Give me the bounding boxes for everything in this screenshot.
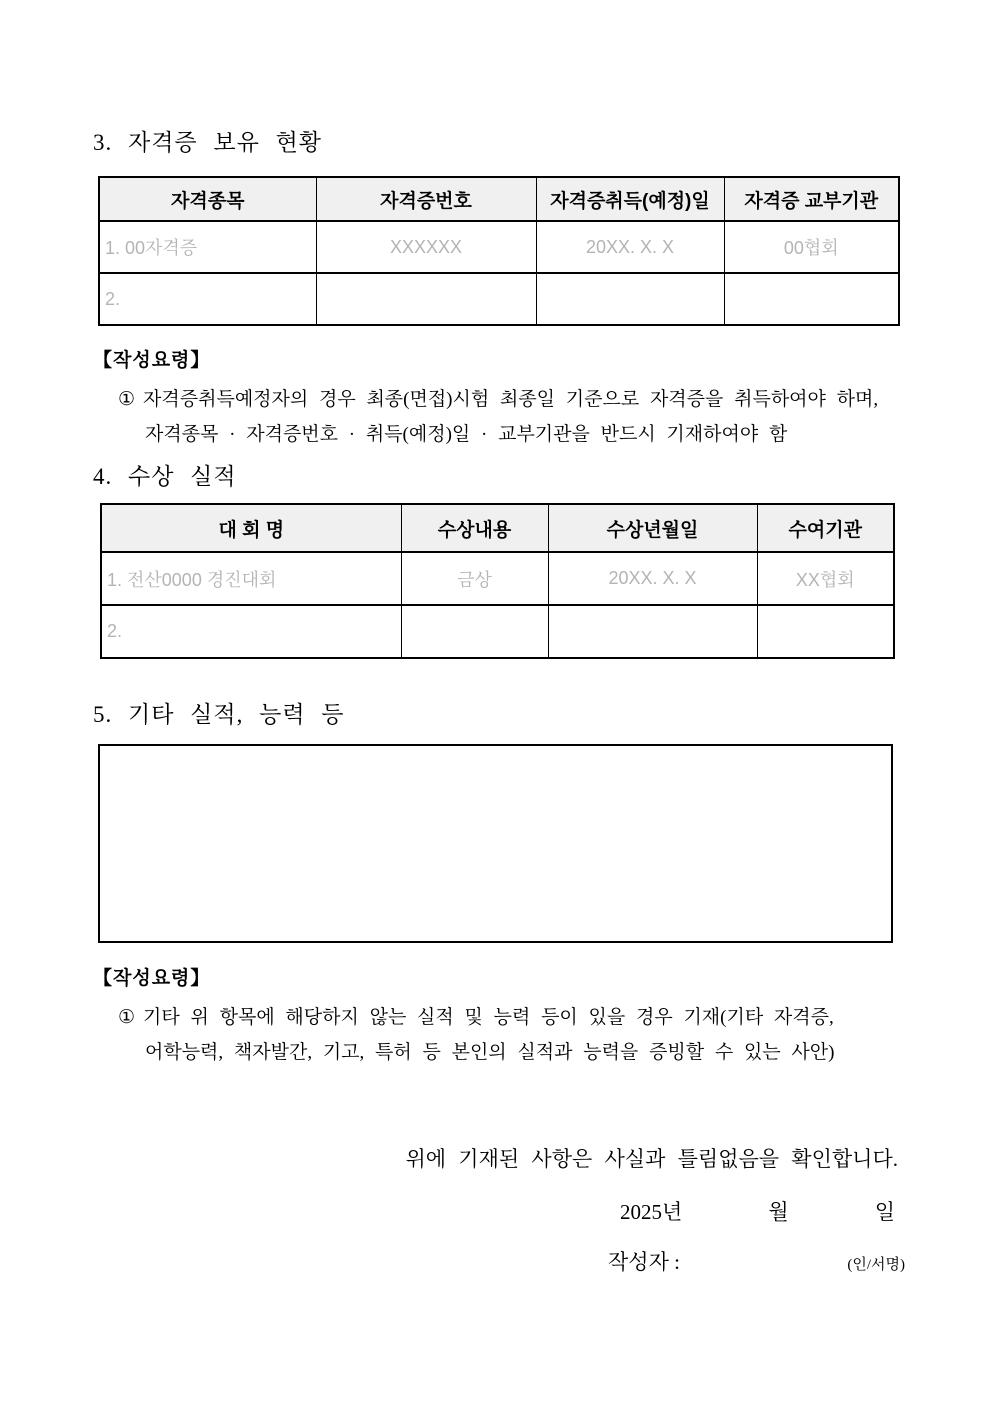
table-cell: 1. 전산0000 경진대회: [101, 552, 401, 605]
table-cell: [316, 273, 536, 325]
certificate-table-header-row: [99, 177, 899, 221]
date-day-label: 일: [874, 1200, 895, 1224]
table-cell: 20XX. X. X: [548, 552, 757, 605]
circled-number-icon: ①: [118, 1007, 136, 1028]
date-month-label: 월: [768, 1200, 789, 1224]
table-cell: 1. 00자격증: [99, 221, 316, 273]
col-header: 자격증취득(예정)일: [536, 177, 724, 221]
table-cell: 00협회: [724, 221, 899, 273]
col-header: 자격증번호: [316, 177, 536, 221]
guide-block-certificates: [93, 345, 913, 452]
table-cell: [724, 273, 899, 325]
col-header: 자격종목: [99, 177, 316, 221]
table-cell: 2.: [99, 273, 316, 325]
table-cell: 금상: [401, 552, 548, 605]
guide-text: 기타 위 항목에 해당하지 않는 실적 및 능력 등이 있을 경우 기재(기타 자격증,: [143, 1007, 834, 1028]
award-table-header-row: [101, 504, 894, 552]
table-row: [101, 552, 894, 605]
confirmation-statement: 위에 기재된 사항은 사실과 틀림없음을 확인합니다.: [405, 1147, 898, 1171]
col-header: 수여기관: [757, 504, 894, 552]
col-header: 대 회 명: [101, 504, 401, 552]
table-cell: [757, 605, 894, 658]
table-cell: [401, 605, 548, 658]
award-table: [100, 503, 895, 659]
author-line: [608, 1246, 905, 1276]
other-achievements-box: [98, 744, 893, 943]
table-cell: 2.: [101, 605, 401, 658]
seal-signature-label: (인/서명): [847, 1257, 905, 1273]
col-header: 수상년월일: [548, 504, 757, 552]
table-cell: XXXXXX: [316, 221, 536, 273]
guide-block-other: [93, 963, 913, 1070]
guide-heading: 【작성요령】: [93, 350, 211, 371]
section5-title: 5. 기타 실적, 능력 등: [93, 702, 345, 727]
col-header: 자격증 교부기관: [724, 177, 899, 221]
guide-text-continued: 자격종목 · 자격증번호 · 취득(예정)일 · 교부기관을 반드시 기재하여야 함: [145, 424, 788, 445]
guide-heading: 【작성요령】: [93, 968, 211, 989]
circled-number-icon: ①: [118, 389, 136, 410]
guide-item: [118, 1000, 913, 1035]
table-cell: [536, 273, 724, 325]
table-cell: XX협회: [757, 552, 894, 605]
guide-text: 자격증취득예정자의 경우 최종(면접)시험 최종일 기준으로 자격증을 취득하여야 하며,: [143, 389, 879, 410]
col-header: 수상내용: [401, 504, 548, 552]
guide-item: [118, 382, 913, 417]
table-row: [101, 605, 894, 658]
guide-text-continued: 어학능력, 책자발간, 기고, 특허 등 본인의 실적과 능력을 증빙할 수 있는 사안): [145, 1042, 835, 1063]
section4-title: 4. 수상 실적: [93, 464, 237, 489]
certificate-table: [98, 176, 900, 326]
date-year: 2025년: [620, 1200, 683, 1224]
section3-title: 3. 자격증 보유 현황: [93, 130, 323, 155]
table-row: [99, 221, 899, 273]
table-cell: 20XX. X. X: [536, 221, 724, 273]
table-cell: [548, 605, 757, 658]
table-row: [99, 273, 899, 325]
date-line: [620, 1196, 895, 1226]
author-label: 작성자 :: [608, 1250, 680, 1274]
